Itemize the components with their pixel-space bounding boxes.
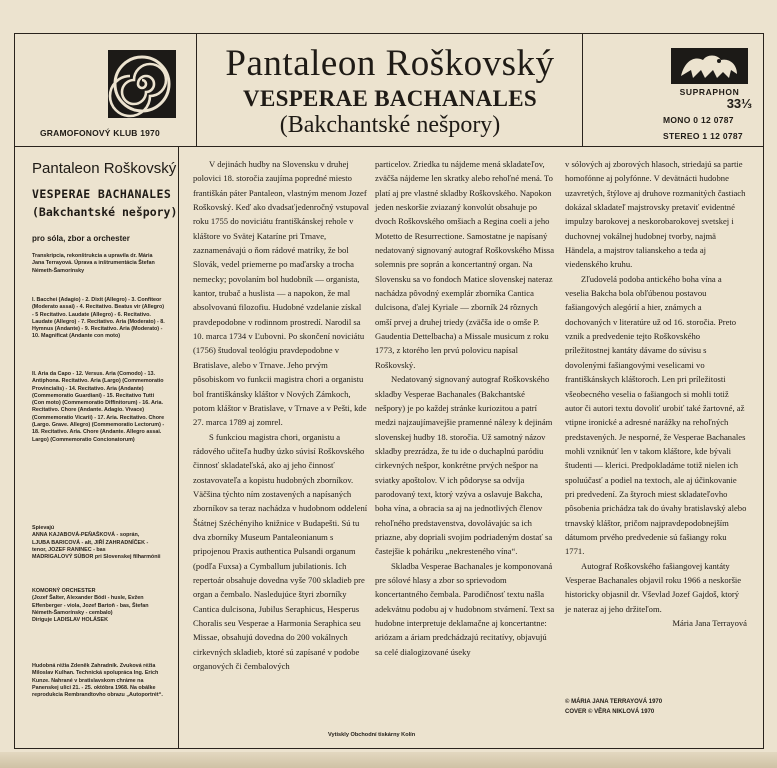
singers-head: Spievajú: [32, 525, 55, 531]
body-paragraph: Zľudovelá podoba antického boha vína a veselia Bakcha bola obľúbenou postavou fašiangových alegórií a hier, známych a dochovaných v literatúre už od 16. storočia. Preto vznik a predvedenie tejto Roškovského príležitostnej kantáty dávame do súvisu s dovolenými fašiangovými veselicami vo františkánskych kláštoroch. Len pri príležitosti všeobecného veselia o fašiangoch si mohli totiž autor či autori textu dovoliť urobiť také žartovné, až vtipne ironické a adresné narážky na rehoľných predstavených. Je nesporné, že Vesperae Bachanales mohli vzniknúť len v takom kláštore, kde bývali študenti — klerici. Predpokladáme totiž nielen ich spoluúčasť a podiel na textoch, ale aj účinkovanie pri predvedení. Za štyroch miest skladateľovho pôsobenia prichádza tak do úvahy bratislavský alebo trnavský kláštor, pričom najpravdepodobnejším dátumom prvého predvedenie sú fašiangy roku 1771.: [565, 273, 747, 557]
cover-credit: COVER © VĚRA NIKLOVÁ 1970: [565, 709, 655, 715]
orchestra-members: (Jozef Šalter, Alexander Bódi - husle, Evžen Effenberger - viola, Jozef Bartoň - bas, Štefan Németh-Šamorínsky - cembalo): [32, 595, 149, 616]
top-rule: [14, 33, 764, 34]
orchestra: [32, 588, 166, 624]
production-credits: Hudobná réžia Zdeněk Zahradník. Zvuková réžia Miloslav Kulhan. Technická spolupráca Ing. Erich Kunze. Nahrané v bratislavskom chráme na Panenskej ulici 21. - 25. októbra 1968. Na obálke reprodukcia Rembrandtovho obrazu „Autoportrét“.: [32, 663, 163, 699]
body-column-3: [565, 157, 747, 630]
catalog-stereo: STEREO 1 12 0787: [663, 131, 743, 141]
left-composer: Pantaleon Roškovský: [32, 160, 177, 177]
body-paragraph: Skladba Vesperae Bachanales je komponovaná pre sólové hlasy a zbor so sprievodom koncertantného čembala. Parodičnosť textu našla adekvátnu podobu aj v hudobnom stvárnení. Text sa hudobne interpretuje deklamačne aj koncertantne: ariózam a áriam predchádzajú recitatívy, objavujú sa celé dialogizované úseky: [375, 560, 555, 657]
album-subtitle-translation: (Bakchantské nešpory): [279, 112, 501, 138]
printer-credit: Vytiskly Obchodní tiskárny Kolín: [328, 732, 416, 738]
left-frame-rule: [14, 33, 15, 749]
bottom-rule: [14, 748, 764, 749]
transcription-note: Transkripcia, rekonštrukcia a upravila dr. Mária Jana Terrayová. Úprava a inštrumentácia Štefan Németh-Šamorínsky: [32, 253, 155, 274]
conductor: Diriguje LADISLAV HOLÁSEK: [32, 617, 108, 624]
singers-line: MADRIGALOVÝ SÚBOR pri Slovenskej filharmónii: [32, 554, 161, 561]
body-column-2: [375, 157, 556, 659]
catalog-mono: MONO 0 12 0787: [663, 115, 734, 125]
body-paragraph: V dejinách hudby na Slovensku v druhej polovici 18. storočia zaujíma popredné miesto františkán páter Pantaleon, vlastným menom Jozef Roškovský. Keď ako dvadsaťjedenročný vstupoval roku 1755 do noviciátu františkánskej rehole v kláštore vo Svätej Kataríne pri Trnave, zaznamenávajú o ňom rádové matriky, že bol Slovák, vedel priemerne po maďarsky a trocha nemecky; povolaním bol hudobník — organista, kantor, trubač a huslista — a napokon, že mal absolvovanú filozofiu. Hudobné vzdelanie získal pravdepodobne v rodinnom prostredí. Narodil sa 10. marca 1734 v Ľubovni. Po skončení noviciátu (1756) študoval teológiu pravdepodobne v Bratislave, alebo v Trnave. Jeho prvým pôsobiskom vo funkcii magistra chori a organistu bol františkánsky kláštor v Nových Zámkoch, potom kláštor v Bratislave, v Trnave a v Pešti, kde 27. marca 1789 aj zomrel.: [193, 159, 370, 428]
body-paragraph: particelov. Zriedka tu nájdeme mená skladateľov, zväčša nájdeme len skratky alebo rehoľné mená. To platí aj pre vlastné skladby Roškovského. Napokon jeden neskoršie zviazaný konvolút obsahuje po dvoch Roškovského omšiach a Regina coeli a jeho Motetto de Resurrectione. Samostatne je napísaný nedatovaný signovaný autograf Roškovského Missa solemnis pre soprán a koncertantný organ. Na Slovensku sa vo fondoch Matice slovenskej nateraz nachádza pôvodný exemplár zborníka Cantica dulcisona, ďalej Kyriale — zborník 24 rôznych omší prvej a druhej triedy (zväčša ide o omše P. Gaudentia Dettelbacha) a Missale musicum z roku 1773, z ktorého len prvú polovicu napísal Roškovský.: [375, 159, 555, 370]
singers-line: ANNA KAJABOVÁ-PEŇAŠKOVÁ - soprán,: [32, 532, 140, 539]
album-subtitle: VESPERAE BACHANALES: [243, 86, 537, 111]
left-forces: pro sóla, zbor a orchester: [32, 234, 130, 243]
playback-speed: 33⅓: [726, 96, 752, 111]
orchestra-head: KOMORNÝ ORCHESTER: [32, 588, 96, 594]
body-paragraph: Nedatovaný signovaný autograf Roškovského skladby Vesperae Bachanales (Bakchantské nešpory) je po každej stránke kuriozitou a patrí medzi najzaujímavejšie pramenné náleзy k dejinám slovenskej hudby 18. storočia. Už samotný názov skladby prezrádza, že tu ide o duchaplnú paródiu cirkevných nešpor, konkrétne prvých nešpor na sviatky apoštolov. V ich pôdoryse sa odvíja parodovaný text, ktorý vzýva a oslavuje Bakcha, boha vína, a obracia sa aj na jednotlivých členov rehoľného predstavenstva, dovolávajúc sa ich priazne, aby dopriali svojim podriadeným dostať sa častejšie k poháriku „nekresteného vína“.: [375, 374, 553, 557]
body-paragraph: Autograf Roškovského fašiangovej kantáty Vesperae Bachanales objavil roku 1966 a neskoršie historicky objasnil dr. Vševlad Jozef Gajdoš, ktorý je nateraz aj jeho držiteľom.: [565, 560, 742, 614]
copyright-credit: © MÁRIA JANA TERRAYOVÁ 1970: [565, 699, 663, 705]
column-divider: [178, 147, 179, 749]
header-divider-left: [196, 33, 197, 147]
body-paragraph: v sólových aj zborových hlasoch, striedajú sa partie homofónne aj polyfónne. V devätnácti hudobne uzavretých, štýlove aj druhove rozmanitých častiach dokázal skladateľ majstrovsky pretaviť evidentné impulzy barokovej a neskorobarokovej svetskej i duchovnej vokálnej hudobnej tvorby, najmä Händela, a majstrov talianskeho a teda aj viedenského kruhu.: [565, 159, 746, 270]
singers-line: LJUBA BARICOVÁ - alt, JIŘÍ ZAHRADNÍČEK -: [32, 539, 149, 546]
author-signature: Mária Jana Terrayová: [672, 618, 747, 628]
album-title: Pantaleon Roškovský: [225, 43, 555, 84]
body-paragraph: S funkciou magistra chori, organistu a rádového učiteľa hudby úzko súvisí Roškovského činnosť skladateľská, ako aj jeho činnosť zostavovateľa a kopistu hudobných zborníkov. Väčšina týchto ním zostavených a napísaných zborníkov sa teraz nachádza v hudobnom oddelení Štátnej Széchényiho knižnice v Budapešti. Sú tu dva zborníky Museum Pantaleonianum s pripojenou Praxis authentica Pulsandi organum (podľa Fuxsa) a Cymballum jubilationis. Ich repertoár obsahuje dovedna vyše 700 skladieb pre organ a čembalo. Nasledujúce štyri zborníky Cantica dulcisona, Jubilus Seraphicus, Hesperus Choralis seu Vesperae a Harmonia Seraphica seu Missae, obsahujú dovedna do 200 vokálnych cirkevných skladieb, ktoré sú zapísané v podobe organových či čembalových: [193, 431, 368, 672]
left-work-title: VESPERAE BACHANALES: [32, 187, 172, 201]
body-column-1: [193, 157, 370, 673]
tracklist-side-1: I. Bacchei (Adagio) - 2. Dixit (Allegro) - 3. Confiteor (Moderato assai) - 4. Recitativo. Beatus vir (Allegro) - 5 Recitativo. Laudate (Allegro) - 6. Recitativo. Laudate (Allegro) - 7. Recitativo. Aria (Moderato) - 8. Hymnus (Andante) - 9. Recitativo. Aria (Moderato) - 10. Magnificat (Andante con moto): [32, 297, 165, 340]
supraphon-lion-logo-icon: [671, 48, 748, 84]
left-work-subtitle: (Bakchantské nešpory): [32, 205, 178, 219]
club-label: GRAMOFONOVÝ KLUB 1970: [40, 128, 160, 138]
singers: [32, 525, 166, 561]
right-frame-rule: [763, 33, 764, 749]
header-divider-right: [582, 33, 583, 147]
spiral-record-logo-icon: [108, 50, 176, 118]
header-bottom-rule: [14, 146, 764, 147]
label-name: SUPRAPHON: [679, 87, 740, 97]
singers-line: tenor, JOZEF RANINEC - bas: [32, 546, 106, 553]
tracklist-side-2: II. Aria da Capo - 12. Versus. Aria (Comodo) - 13. Antiphona. Recitativo. Aria (Largo) (Commemoratio Provincialis) - 14. Recitativo. Aria (Andante) (Commemoratio Guardiani) - 15. Recitativo Tutti (Con moto) (Commemoratio Diffinitorum) - 16. Aria. Recitativo. Chore (Andante. Adagio. Vivace) (Commemoratio Vicarii) - 17. Aria. Recitativo. Chore (Largo. Grave. Allegro) (Commemoratio Lectorum) - 18. Recitativo. Aria. Chore (Andante. Allegro assai. Largo) (Commemoratio Concionatorum): [32, 371, 165, 443]
